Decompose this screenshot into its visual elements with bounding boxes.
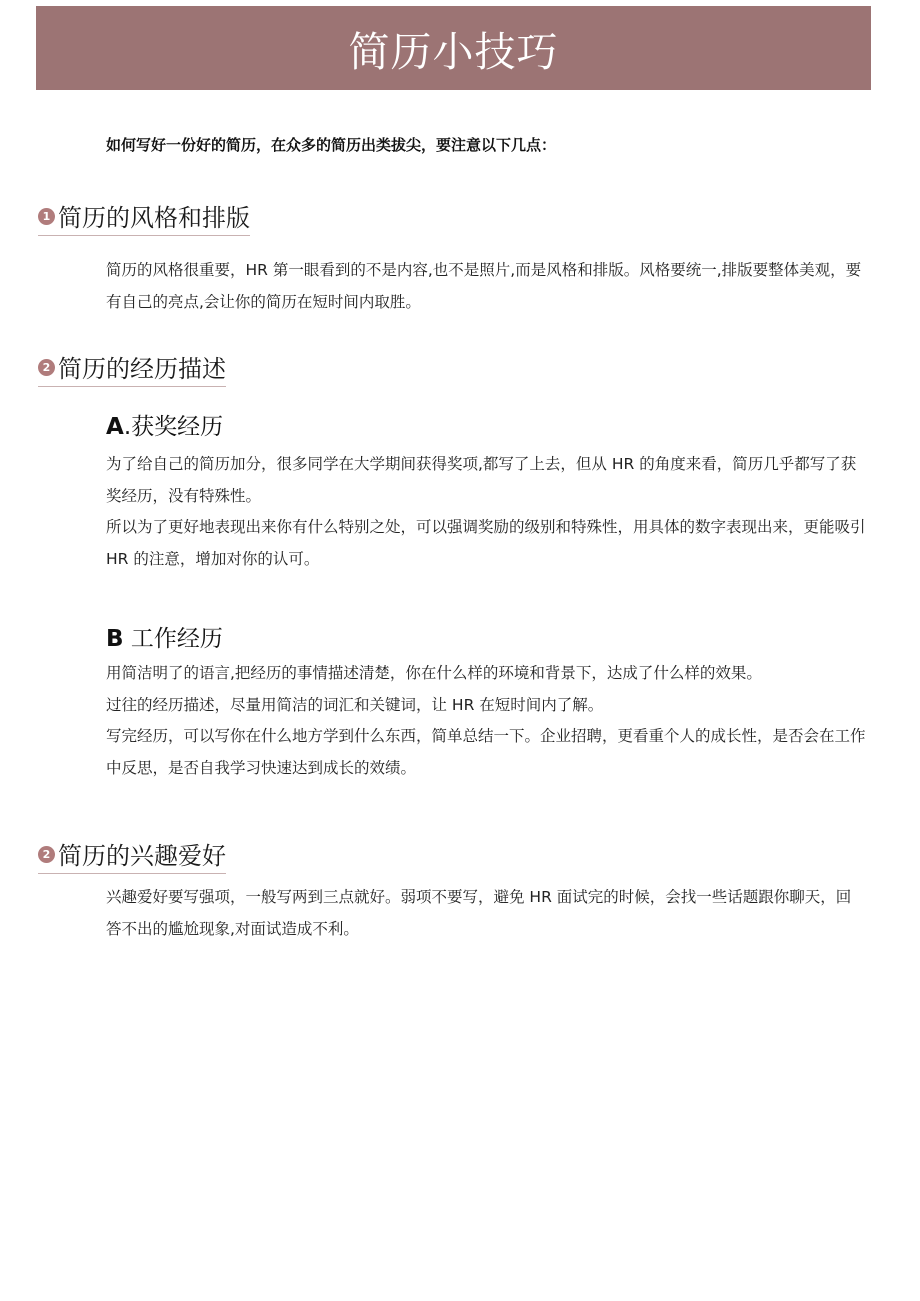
page-title: 简历小技巧	[348, 27, 559, 76]
section-number-badge: 1	[38, 208, 55, 225]
section-heading-hobbies	[38, 836, 226, 874]
subsection-heading-work	[106, 620, 223, 653]
paragraph-text: 为了给自己的简历加分，很多同学在大学期间获得奖项,都写了上去，但从 HR 的角度来看，简历几乎都写了获奖经历，没有特殊性。	[106, 455, 857, 505]
subsection-title: 获奖经历	[131, 414, 224, 440]
section-number-badge: 2	[38, 846, 55, 863]
subsection-punct	[124, 626, 131, 652]
section-number-badge: 2	[38, 359, 55, 376]
paragraph-text: 简历的风格很重要，HR 第一眼看到的不是内容,也不是照片,而是风格和排版。风格要统一,排版要整体美观，要有自己的亮点,会让你的简历在短时间内取胜。	[106, 261, 862, 311]
subsection-punct: .	[123, 414, 132, 440]
subsection-paragraphs	[106, 658, 866, 784]
section-title: 简历的兴趣爱好	[58, 842, 226, 870]
subsection-title: 工作经历	[130, 626, 223, 652]
subsection-heading-awards	[106, 408, 223, 441]
section-title: 简历的风格和排版	[58, 204, 250, 232]
subsection-letter: B	[106, 626, 124, 652]
paragraph-text: 兴趣爱好要写强项，一般写两到三点就好。弱项不要写，避免 HR 面试完的时候，会找一些话题跟你聊天，回答不出的尴尬现象,对面试造成不利。	[106, 888, 852, 938]
intro-text: 如何写好一份好的简历，在众多的简历出类拔尖，要注意以下几点：	[106, 136, 557, 154]
paragraph-text: 用简洁明了的语言,把经历的事情描述清楚，你在什么样的环境和背景下，达成了什么样的效果。	[106, 664, 762, 682]
section-paragraph	[106, 882, 866, 945]
section-title: 简历的经历描述	[58, 355, 226, 383]
title-banner	[36, 6, 871, 90]
subsection-paragraphs	[106, 449, 866, 575]
subsection-letter: A	[106, 414, 124, 440]
section-paragraph	[106, 255, 866, 318]
section-heading-style	[38, 198, 250, 236]
paragraph-text: 过往的经历描述，尽量用简洁的词汇和关键词，让 HR 在短时间内了解。	[106, 695, 604, 714]
section-heading-experience	[38, 349, 226, 387]
paragraph-text: 所以为了更好地表现出来你有什么特别之处，可以强调奖励的级别和特殊性，用具体的数字表现出来，更能吸引 HR 的注意，增加对你的认可。	[106, 518, 866, 568]
paragraph-text: 写完经历，可以写你在什么地方学到什么东西，简单总结一下。企业招聘，更看重个人的成长性，是否会在工作中反思，是否自我学习快速达到成长的效绩。	[106, 727, 866, 777]
